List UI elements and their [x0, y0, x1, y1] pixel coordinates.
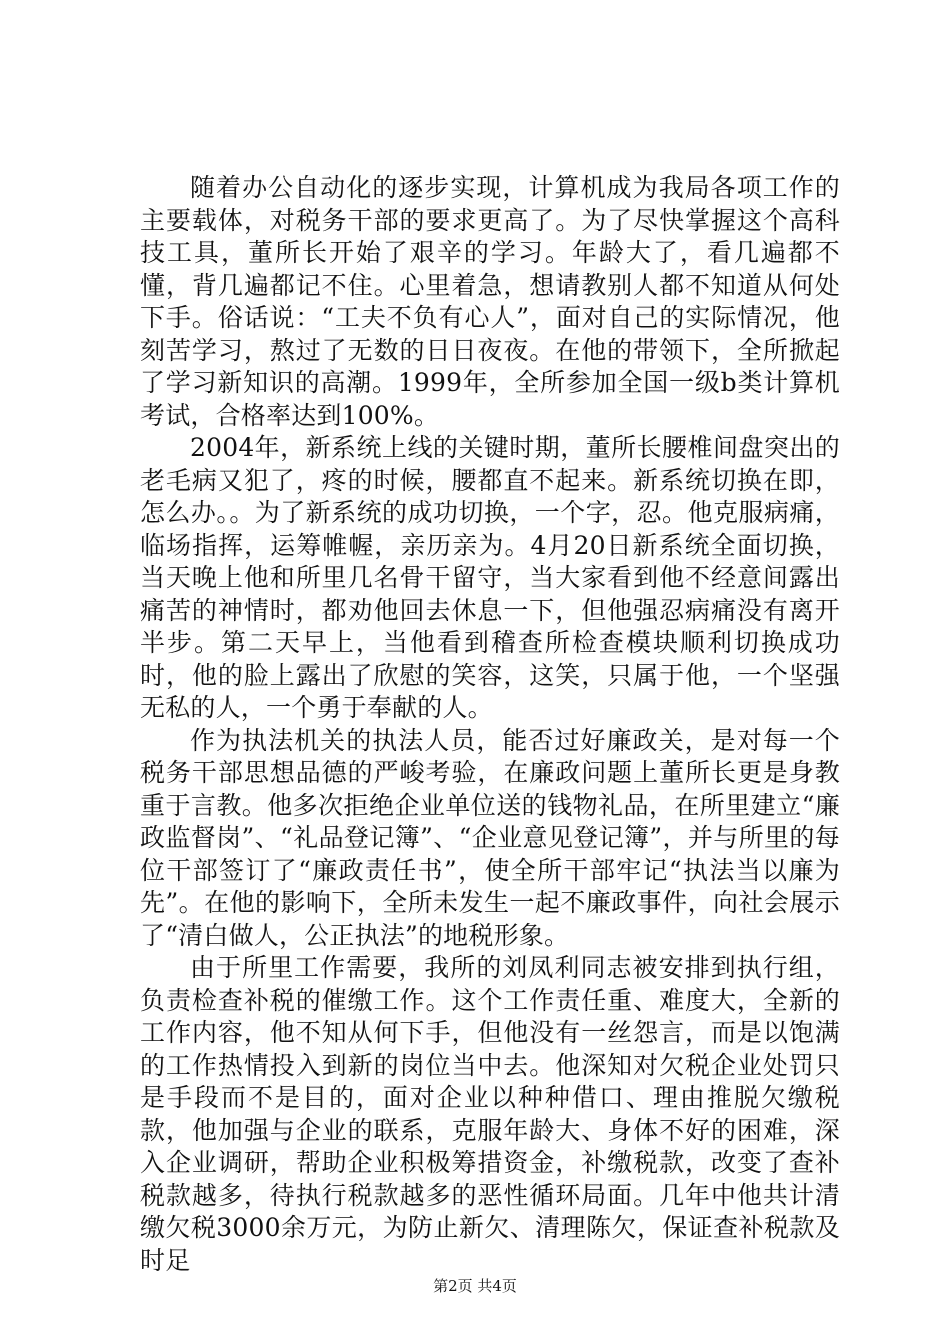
paragraph-computer-learning: 随着办公自动化的逐步实现，计算机成为我局各项工作的主要载体，对税务干部的要求更高了。为了尽快掌握这个高科技工具，董所长开始了艰辛的学习。年龄大了，看几遍都不懂，背几遍都记不住。心里着急，想请教别人都不知道从何处下手。俗话说：“工夫不负有心人”，面对自己的实际情况，他刻苦学习，熬过了无数的日日夜夜。在他的带领下，全所掀起了学习新知识的高潮。1999年，全所参加全国一级b类计算机考试，合格率达到100%。 — [140, 173, 840, 430]
page-number-footer: 第2页 共4页 — [433, 1277, 517, 1295]
paragraph-system-switch: 2004年，新系统上线的关键时期，董所长腰椎间盘突出的老毛病又犯了，疼的时候，腰都直不起来。新系统切换在即，怎么办。。为了新系统的成功切换，一个字，忍。他克服病痛，临场指挥，运筹帷幄，亲历亲为。4月20日新系统全面切换，当天晚上他和所里几名骨干留守，当大家看到他不经意间露出痛苦的神情时，都劝他回去休息一下，但他强忍病痛没有离开半步。第二天早上，当他看到稽查所检查模块顺利切换成功时，他的脸上露出了欣慰的笑容，这笑，只属于他，一个坚强无私的人，一个勇于奉献的人。 — [140, 433, 840, 722]
paragraph-integrity: 作为执法机关的执法人员，能否过好廉政关，是对每一个税务干部思想品德的严峻考验，在廉政问题上董所长更是身教重于言教。他多次拒绝企业单位送的钱物礼品，在所里建立“廉政监督岗”、“礼品登记簿”、“企业意见登记簿”，并与所里的每位干部签订了“廉政责任书”，使全所干部牢记“执法当以廉为先”。在他的影响下，全所未发生一起不廉政事件，向社会展示了“清白做人，公正执法”的地税形象。 — [140, 725, 840, 950]
document-body — [140, 172, 840, 1277]
paragraph-tax-collection: 由于所里工作需要，我所的刘凤利同志被安排到执行组，负责检查补税的催缴工作。这个工作责任重、难度大，全新的工作内容，他不知从何下手，但他没有一丝怨言，而是以饱满的工作热情投入到新的岗位当中去。他深知对欠税企业处罚只是手段而不是目的，面对企业以种种借口、理由推脱欠缴税款，他加强与企业的联系，克服年龄大、身体不好的困难，深入企业调研，帮助企业积极筹措资金，补缴税款，改变了查补税款越多，待执行税款越多的恶性循环局面。几年中他共计清缴欠税3000余万元，为防止新欠、清理陈欠，保证查补税款及时足 — [140, 953, 840, 1275]
